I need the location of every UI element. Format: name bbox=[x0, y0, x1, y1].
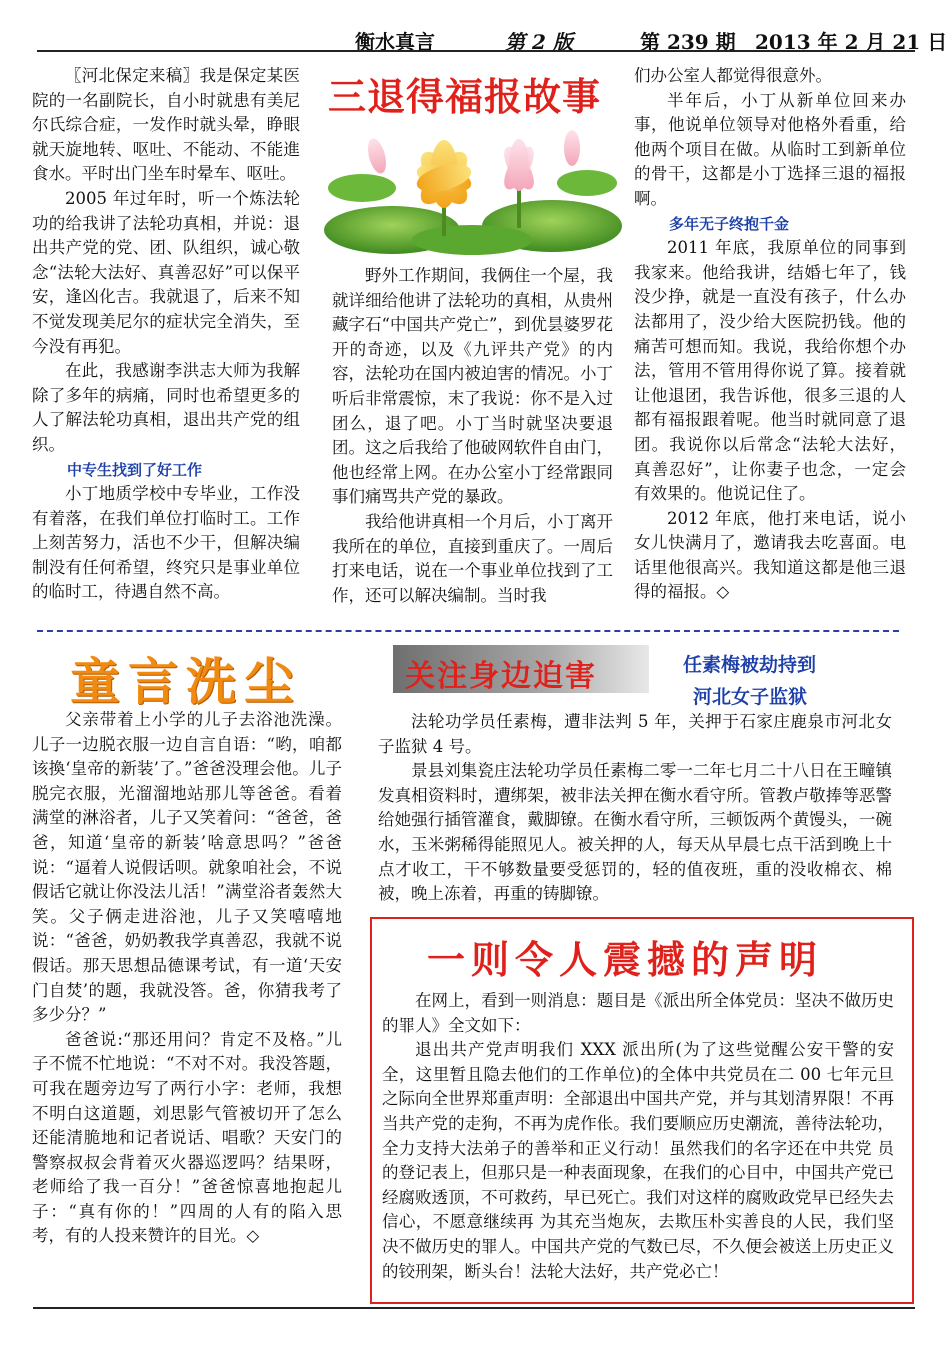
lotus-flower-image bbox=[322, 118, 622, 256]
paragraph: 退出共产党声明我们 XXX 派出所(为了这些觉醒公安干警的安全，这里暂且隐去他们的工作单位)的全体中共党员在二 00 七年元旦之际向全世界郑重声明：全部退出中国共产党，并与其划清界限！不再当共产党的走狗，不再为虎作伥。我们要顺应历史潮流，善待法轮功，全力支持大法弟子的善举和正义行动！虽然我们的名字还在中共党 员的登记表上，但那只是一种表面现象，在我们的心目中，中国共产党已经腐败透顶，不可救药，早已死亡。我们对这样的腐败政党早已经失去信心，不愿意继续再 为其充当炮灰，去欺压朴实善良的人民，我们坚决不做历史的罪人。中国共产党的气数已尽，不久便会被送上历史正义的铰刑架，断头台！法轮大法好，共产党必亡！ bbox=[382, 1040, 894, 1281]
paragraph: 2005 年过年时，听一个炼法轮功的给我讲了法轮功真相，并说：退出共产党的党、团、队组织，诚心敬念“法轮大法好、真善忍好”可以保平安，逢凶化吉。我就退了，后来不知不觉发现美尼尔的症状完全消失，至今没有再犯。 bbox=[32, 188, 300, 356]
header-rule bbox=[37, 50, 915, 52]
story2-title: 童言洗尘 bbox=[70, 652, 302, 711]
paragraph: 〖河北保定来稿〗我是保定某医院的一名副院长，自小时就患有美尼尔氏综合症，一发作时就头晕，睁眼就天旋地转、呕吐、不能动、不能進食水。平时出门坐车时晕车、呕吐。 bbox=[32, 66, 300, 184]
subtitle-child: 多年无子终抱千金 bbox=[669, 214, 790, 233]
paragraph: 我给他讲真相一个月后，小丁离开我所在的单位，直接到重庆了。一周后打来电话，说在一个事业单位找到了工作，还可以解决编制。当时我 bbox=[332, 511, 613, 605]
paragraph: 法轮功学员任素梅，遭非法判 5 年，关押于石家庄鹿泉市河北女子监狱 4 号。 bbox=[378, 712, 892, 756]
paragraph: 半年后，小丁从新单位回来办事，他说单位领导对他格外看重，给他两个项目在做。从临时工到新单位的骨干，这都是小丁选择三退的福报啊。 bbox=[634, 90, 906, 208]
subtitle-job: 中专生找到了好工作 bbox=[67, 460, 203, 479]
paragraph: 景县刘集瓷庄法轮功学员任素梅二零一二年七月二十八日在王疃镇发真相资料时，遭绑架，被非法关押在衡水看守所。管教卢敬捧等恶警给她强行插管灌食，戴脚镣。在衡水看守所，三顿饭两个黄馒头，一碗水，玉米粥稀得能照见人。被关押的人，每天从早晨七点干活到晚上十点才收工，干不够数量要受惩罚的，轻的值夜班，重的没收棉衣、棉被，晚上冻着，再重的铸脚镣。 bbox=[378, 761, 892, 904]
paragraph: 小丁地质学校中专毕业，工作没有着落，在我们单位打临时工。工作上刻苦努力，活也不少干，但解决编制没有任何希望，终究只是事业单位的临时工，待遇自然不高。 bbox=[32, 484, 300, 602]
page-header bbox=[355, 26, 948, 54]
footer-rule bbox=[33, 1307, 915, 1309]
paper-name: 衡水真言 bbox=[355, 30, 435, 54]
story1-column-3 bbox=[634, 64, 906, 605]
story4-body bbox=[382, 989, 894, 1284]
story1-column-2 bbox=[332, 264, 613, 608]
story3-body bbox=[378, 710, 892, 907]
paragraph: 2012 年底，他打来电话，说小女儿快满月了，邀请我去吃喜面。电话里他很高兴。我知道这都是他三退得的福报。◇ bbox=[634, 508, 906, 602]
issue-number: 第 239 期 bbox=[640, 30, 736, 54]
paragraph: 父亲带着上小学的儿子去浴池洗澡。儿子一边脱衣服一边自言自语：“哟，咱都该換‘皇帝的新装’了。”爸爸没理会他。儿子脱完衣服，光溜溜地站那儿等爸爸。看着满堂的淋浴者，儿子又笑着问：“爸爸，爸爸，知道‘皇帝的新装’啥意思吗？”爸爸说：“逼着人说假话呗。就象咱社会，不说假话它就让你没法儿活！”满堂浴者轰然大笑。父子俩走进浴池，儿子又笑嘻嘻地说：“爸爸，奶奶教我学真善忍，我就不说假话。那天思想品德课考试，有一道‘天安门自焚’的题，我就没答。爸，你猜我考了多少分？” bbox=[32, 710, 342, 1025]
paragraph: 爸爸说:“那还用问？肯定不及格。”儿子不慌不忙地说：“不对不对。我没答题，可我在题旁边写了两行小字：老师，我想不明白这道题，刘思影气管被切开了怎么还能清脆地和记者说话、唱歌？天安门的警察叔叔会背着灭火器巡逻吗？结果呀，老师给了我一百分！”爸爸惊喜地抱起儿子：“真有你的！”四周的人有的陷入思考，有的人投来赞许的目光。◇ bbox=[32, 1029, 342, 1246]
story3-headline-line2: 河北女子监狱 bbox=[693, 686, 808, 708]
section-divider bbox=[37, 630, 899, 632]
paragraph: 们办公室人都觉得很意外。 bbox=[634, 66, 832, 85]
story4-title: 一则令人震撼的声明 bbox=[427, 937, 824, 982]
story4-box bbox=[370, 917, 914, 1304]
paragraph: 2011 年底，我原单位的同事到我家来。他给我讲，结婚七年了，钱没少挣，就是一直没有孩子，什么办法都用了，没少给大医院扔钱。他的痛苦可想而知。我说，我给你想个办法，管用不管用得你说了算。接着就让他退团，我告诉他，很多三退的人都有福报跟着呢。他当时就同意了退团。我说你以后常念“法轮大法好，真善忍好”，让你妻子也念，一定会有效果的。他说记住了。 bbox=[634, 238, 906, 504]
story1-column-1 bbox=[32, 64, 300, 605]
story1-title: 三退得福报故事 bbox=[328, 75, 602, 119]
edition-label: 第 2 版 bbox=[505, 30, 573, 54]
issue-date: 2013 年 2 月 21 日 bbox=[755, 30, 948, 54]
paragraph: 在网上，看到一则消息：题目是《派出所全体党员：坚决不做历史的罪人》全文如下： bbox=[382, 991, 894, 1035]
story3-headline-line1: 任素梅被劫持到 bbox=[683, 654, 817, 676]
story2-body bbox=[32, 708, 342, 1249]
story3-banner bbox=[393, 645, 649, 693]
paragraph: 在此，我感谢李洪志大师为我解除了多年的病痛，同时也希望更多的人了解法轮功真相，退出共产党的组织。 bbox=[32, 361, 300, 454]
paragraph: 野外工作期间，我俩住一个屋，我就详细给他讲了法轮功的真相，从贵州藏字石“中国共产党亡”，到优昙婆罗花开的奇迹，以及《九评共产党》的内容，法轮功在国内被迫害的情况。小丁听后非常震惊，末了我说：你不是入过团么，退了吧。小丁当时就坚决要退团。这之后我给了他破网软件自由门，他也经常上网。在办公室小丁经常跟同事们痛骂共产党的暴政。 bbox=[332, 266, 613, 507]
story3-banner-text: 关注身边迫害 bbox=[405, 659, 597, 694]
